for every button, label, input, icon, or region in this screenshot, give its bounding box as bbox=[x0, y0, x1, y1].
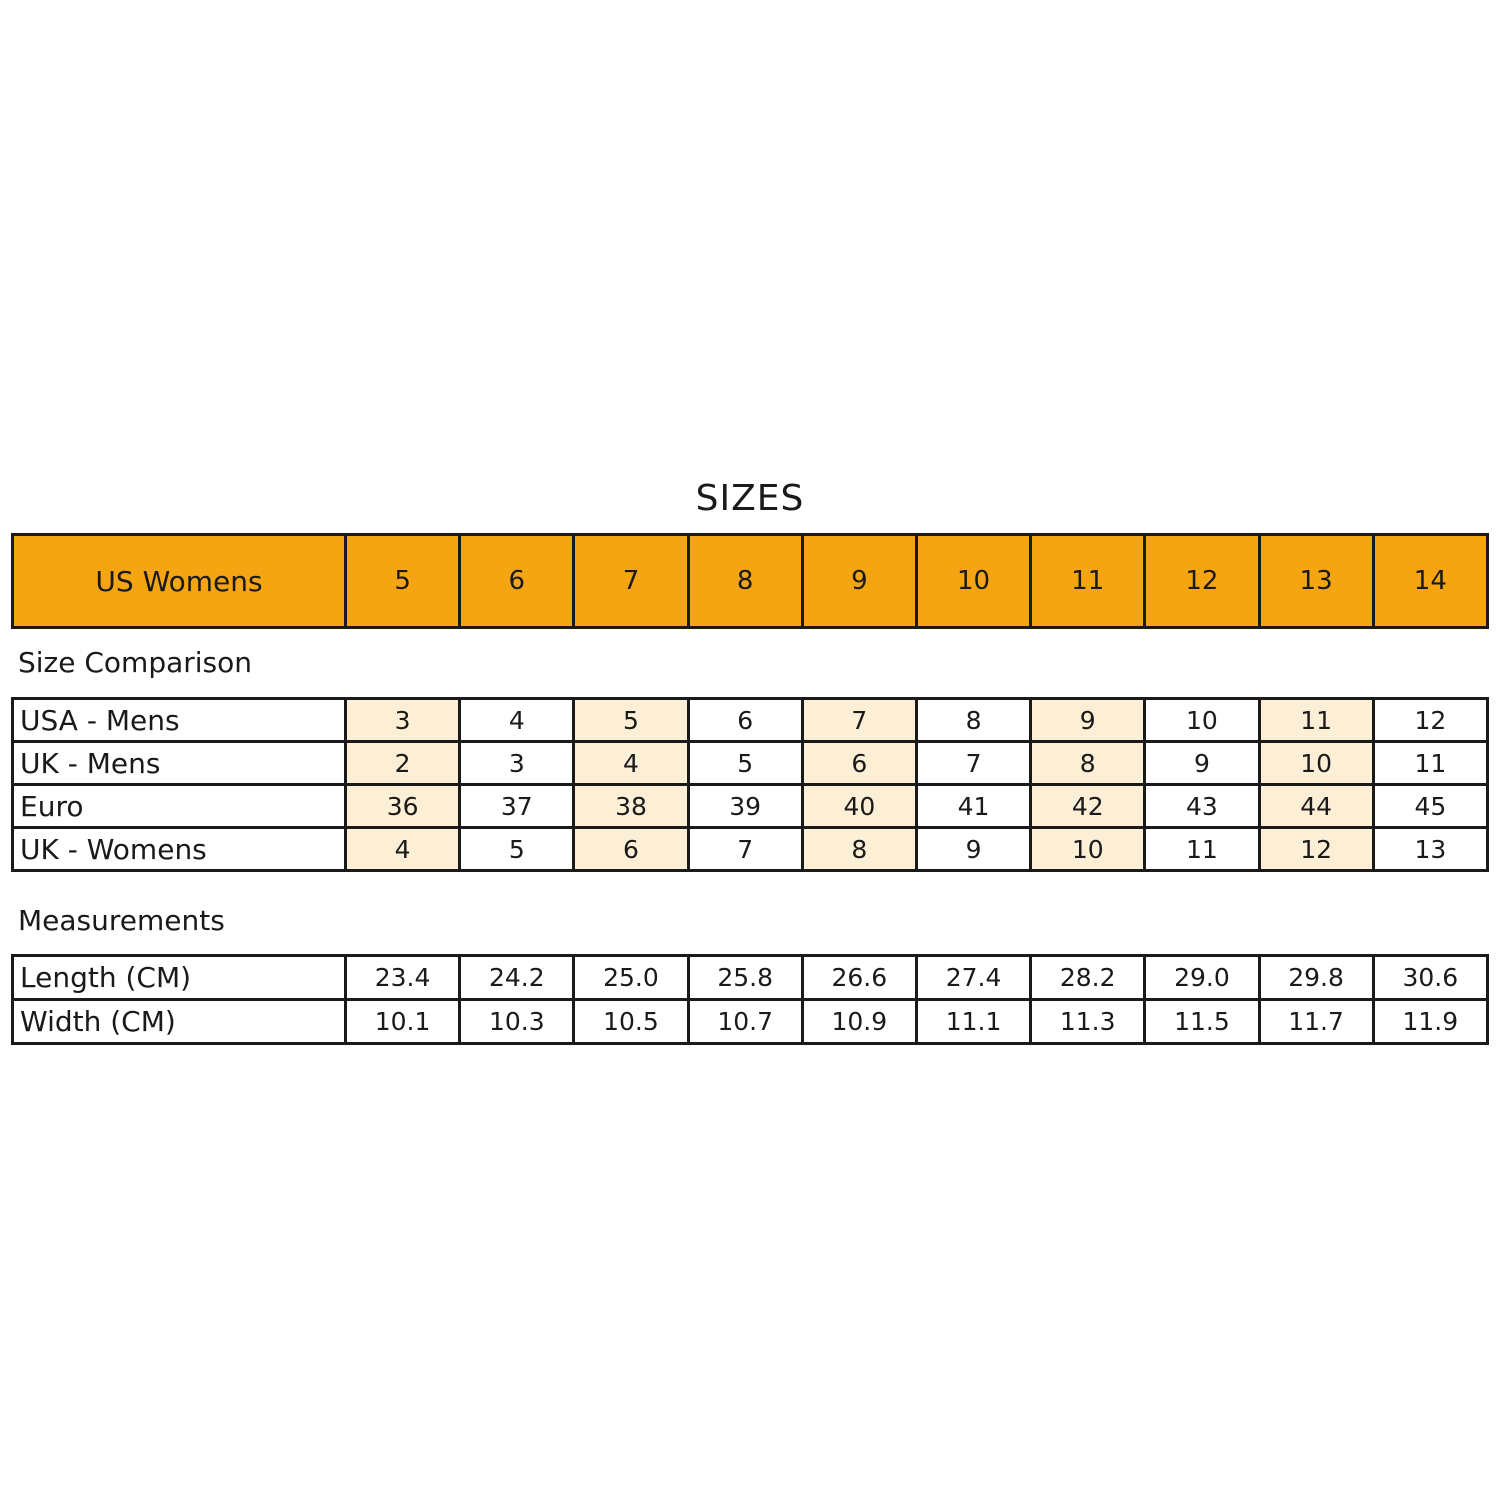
table-cell: 25.0 bbox=[574, 956, 688, 1000]
table-row bbox=[13, 956, 1488, 1000]
us-womens-size: 11 bbox=[1031, 535, 1145, 628]
table-row bbox=[13, 828, 1488, 871]
table-cell: 4 bbox=[574, 742, 688, 785]
table-cell: 43 bbox=[1145, 785, 1259, 828]
table-cell: 5 bbox=[688, 742, 802, 785]
table-cell: 9 bbox=[916, 828, 1030, 871]
table-cell: 39 bbox=[688, 785, 802, 828]
table-cell: 5 bbox=[574, 699, 688, 742]
table-cell: 11.5 bbox=[1145, 1000, 1259, 1044]
us-womens-size: 10 bbox=[916, 535, 1030, 628]
us-womens-label: US Womens bbox=[13, 535, 346, 628]
table-cell: 6 bbox=[688, 699, 802, 742]
table-cell: 10.3 bbox=[460, 1000, 574, 1044]
table-cell: 28.2 bbox=[1031, 956, 1145, 1000]
table-cell: 27.4 bbox=[916, 956, 1030, 1000]
table-cell: 10.5 bbox=[574, 1000, 688, 1044]
table-cell: 2 bbox=[346, 742, 460, 785]
table-cell: 8 bbox=[916, 699, 1030, 742]
row-label: UK - Womens bbox=[13, 828, 346, 871]
table-cell: 41 bbox=[916, 785, 1030, 828]
table-cell: 8 bbox=[802, 828, 916, 871]
table-cell: 13 bbox=[1373, 828, 1487, 871]
table-cell: 6 bbox=[802, 742, 916, 785]
table-cell: 44 bbox=[1259, 785, 1373, 828]
table-cell: 38 bbox=[574, 785, 688, 828]
chart-title: SIZES bbox=[695, 478, 805, 519]
row-label: Euro bbox=[13, 785, 346, 828]
table-cell: 10.9 bbox=[802, 1000, 916, 1044]
us-womens-size: 9 bbox=[802, 535, 916, 628]
table-cell: 36 bbox=[346, 785, 460, 828]
size-comparison-table bbox=[11, 697, 1489, 872]
us-womens-size: 5 bbox=[346, 535, 460, 628]
table-cell: 7 bbox=[916, 742, 1030, 785]
table-cell: 4 bbox=[460, 699, 574, 742]
table-cell: 37 bbox=[460, 785, 574, 828]
row-label: Length (CM) bbox=[13, 956, 346, 1000]
table-cell: 10 bbox=[1031, 828, 1145, 871]
table-cell: 6 bbox=[574, 828, 688, 871]
table-cell: 10.1 bbox=[346, 1000, 460, 1044]
table-cell: 30.6 bbox=[1373, 956, 1487, 1000]
table-cell: 42 bbox=[1031, 785, 1145, 828]
table-cell: 5 bbox=[460, 828, 574, 871]
table-cell: 23.4 bbox=[346, 956, 460, 1000]
us-womens-size: 6 bbox=[460, 535, 574, 628]
table-cell: 29.0 bbox=[1145, 956, 1259, 1000]
table-cell: 4 bbox=[346, 828, 460, 871]
table-cell: 10 bbox=[1259, 742, 1373, 785]
table-cell: 3 bbox=[460, 742, 574, 785]
us-womens-header-table bbox=[11, 533, 1489, 629]
us-womens-size: 12 bbox=[1145, 535, 1259, 628]
row-label: Width (CM) bbox=[13, 1000, 346, 1044]
us-womens-size: 13 bbox=[1259, 535, 1373, 628]
us-womens-row bbox=[13, 535, 1488, 628]
table-row bbox=[13, 699, 1488, 742]
table-cell: 9 bbox=[1145, 742, 1259, 785]
table-cell: 40 bbox=[802, 785, 916, 828]
measurements-table bbox=[11, 954, 1489, 1045]
row-label: UK - Mens bbox=[13, 742, 346, 785]
table-cell: 25.8 bbox=[688, 956, 802, 1000]
row-label: USA - Mens bbox=[13, 699, 346, 742]
table-row bbox=[13, 785, 1488, 828]
measurements-heading: Measurements bbox=[18, 904, 225, 937]
table-cell: 9 bbox=[1031, 699, 1145, 742]
table-cell: 3 bbox=[346, 699, 460, 742]
table-cell: 10.7 bbox=[688, 1000, 802, 1044]
table-cell: 8 bbox=[1031, 742, 1145, 785]
size-comparison-heading: Size Comparison bbox=[18, 646, 253, 679]
table-row bbox=[13, 742, 1488, 785]
table-cell: 12 bbox=[1259, 828, 1373, 871]
table-cell: 11 bbox=[1373, 742, 1487, 785]
table-row bbox=[13, 1000, 1488, 1044]
table-cell: 11 bbox=[1145, 828, 1259, 871]
table-cell: 12 bbox=[1373, 699, 1487, 742]
us-womens-size: 7 bbox=[574, 535, 688, 628]
table-cell: 11 bbox=[1259, 699, 1373, 742]
table-cell: 11.7 bbox=[1259, 1000, 1373, 1044]
table-cell: 11.9 bbox=[1373, 1000, 1487, 1044]
table-cell: 24.2 bbox=[460, 956, 574, 1000]
table-cell: 45 bbox=[1373, 785, 1487, 828]
us-womens-size: 14 bbox=[1373, 535, 1487, 628]
table-cell: 29.8 bbox=[1259, 956, 1373, 1000]
table-cell: 7 bbox=[802, 699, 916, 742]
table-cell: 7 bbox=[688, 828, 802, 871]
table-cell: 26.6 bbox=[802, 956, 916, 1000]
table-cell: 11.3 bbox=[1031, 1000, 1145, 1044]
us-womens-size: 8 bbox=[688, 535, 802, 628]
table-cell: 11.1 bbox=[916, 1000, 1030, 1044]
table-cell: 10 bbox=[1145, 699, 1259, 742]
